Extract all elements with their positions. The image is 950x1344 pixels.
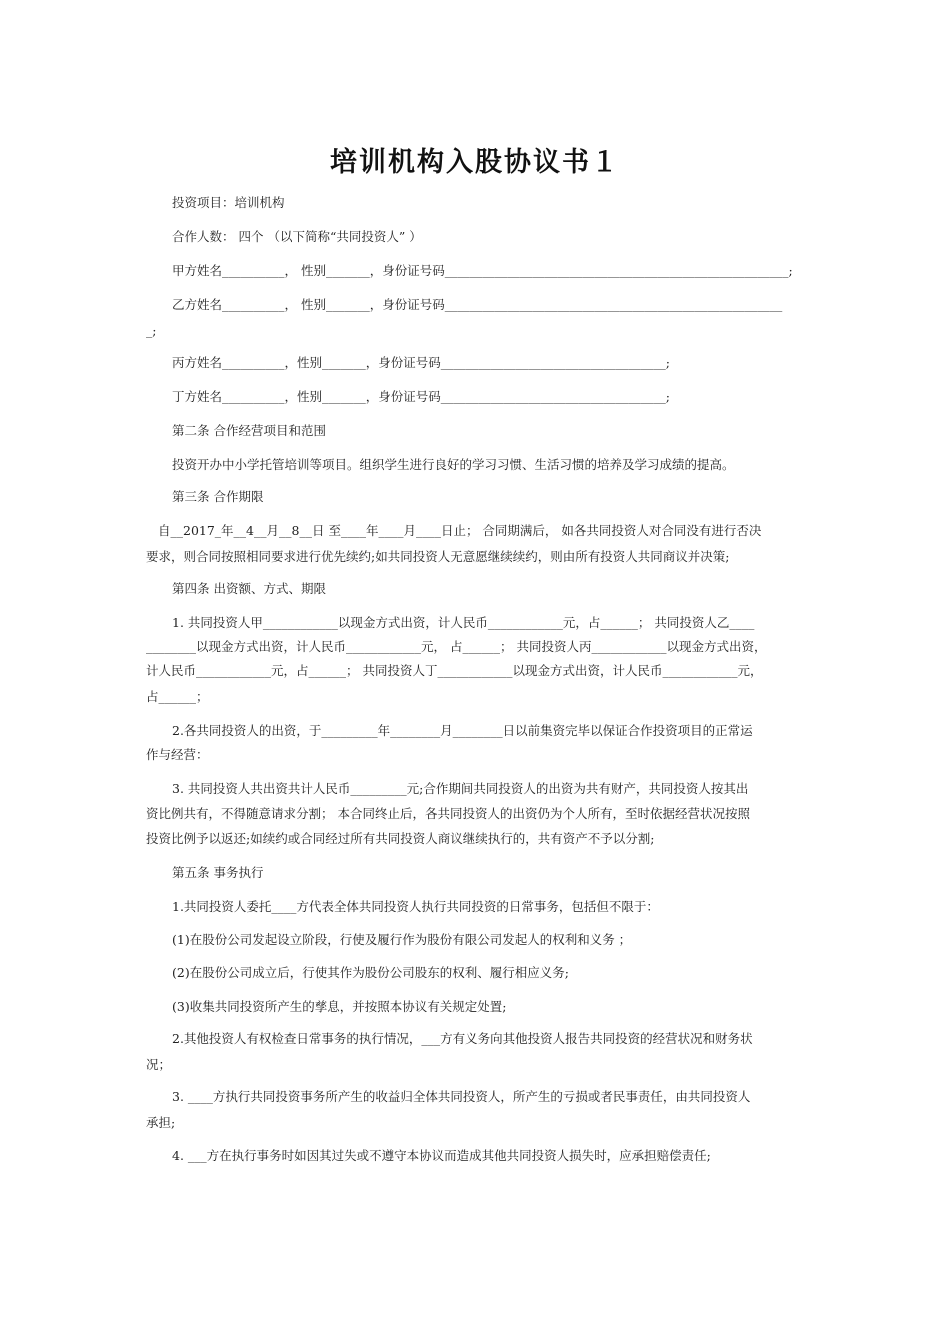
clause-line: 资比例共有，不得随意请求分割； 本合同终止后，各共同投资人的出资仍为个人所有，至时依据经营状况按照 [146,806,750,821]
clause-line: 合作人数： 四个 （以下简称“共同投资人” ） [172,229,422,244]
clause-line: 1. 共同投资人甲____________以现金方式出资，计人民币____________元，占______； 共同投资人乙____ [172,615,755,630]
clause-line: 要求，则合同按照相同要求进行优先续约;如共同投资人无意愿继续续约，则由所有投资人共同商议并决策; [146,549,730,564]
clause-line: 1.共同投资人委托____方代表全体共同投资人执行共同投资的日常事务，包括但不限于： [172,899,659,914]
section-heading: 第四条 出资额、方式、期限 [172,581,326,596]
clause-line: 丁方姓名__________，性别_______，身份证号码____________________________________; [172,389,670,404]
clause-line: 况； [146,1057,172,1072]
clause-line: 投资比例予以返还;如续约或合同经过所有共同投资人商议继续执行的，共有资产不予以分割; [146,831,655,846]
clause-line: 甲方姓名__________， 性别_______，身份证号码_______________________________________________________; [172,263,793,278]
clause-line: 承担; [146,1115,176,1130]
clause-line: (1)在股份公司发起设立阶段，行使及履行作为股份有限公司发起人的权利和义务 ； [172,932,632,947]
clause-line: 4. ___方在执行事务时如因其过失或不遵守本协议而造成其他共同投资人损失时，应承担赔偿责任; [172,1148,711,1163]
section-heading: 第三条 合作期限 [172,489,264,504]
clause-line: 2.各共同投资人的出资，于_________年________月________日以前集资完毕以保证合作投资项目的正常运 [172,723,753,738]
section-heading: 第二条 合作经营项目和范围 [172,423,326,438]
clause-line: 投资开办中小学托管培训等项目。组织学生进行良好的学习习惯、生活习惯的培养及学习成绩的提高。 [172,457,735,472]
clause-line: 计人民币____________元，占______； 共同投资人丁____________以现金方式出资，计人民币____________元， [146,663,763,678]
clause-line: 3. 共同投资人共出资共计人民币_________元;合作期间共同投资人的出资为共有财产，共同投资人按其出 [172,781,749,796]
clause-line: _; [146,323,157,338]
clause-line: 占______； [146,689,209,704]
clause-line: 3. ____方执行共同投资事务所产生的收益归全体共同投资人，所产生的亏损或者民事责任，由共同投资人 [172,1089,751,1104]
clause-line: 作与经营： [146,747,209,762]
section-heading: 第五条 事务执行 [172,865,264,880]
clause-line: 自__2017_年__4__月__8__日 至____年____月____日止； 合同期满后， 如各共同投资人对合同没有进行否决 [158,523,762,538]
clause-line: 2.其他投资人有权检查日常事务的执行情况，___方有义务向其他投资人报告共同投资的经营状况和财务状 [172,1031,753,1046]
clause-line: 丙方姓名__________，性别_______，身份证号码____________________________________; [172,355,670,370]
document-title: 培训机构入股协议书１ [330,147,620,178]
clause-line: (2)在股份公司成立后，行使其作为股份公司股东的权利、履行相应义务; [172,965,569,980]
clause-line: ________以现金方式出资，计人民币____________元， 占______； 共同投资人丙____________以现金方式出资， [146,639,767,654]
clause-line: 投资项目：培训机构 [172,195,285,210]
clause-line: 乙方姓名__________， 性别_______，身份证号码______________________________________________________ [172,297,783,312]
clause-line: (3)收集共同投资所产生的孳息，并按照本协议有关规定处置; [172,999,507,1014]
